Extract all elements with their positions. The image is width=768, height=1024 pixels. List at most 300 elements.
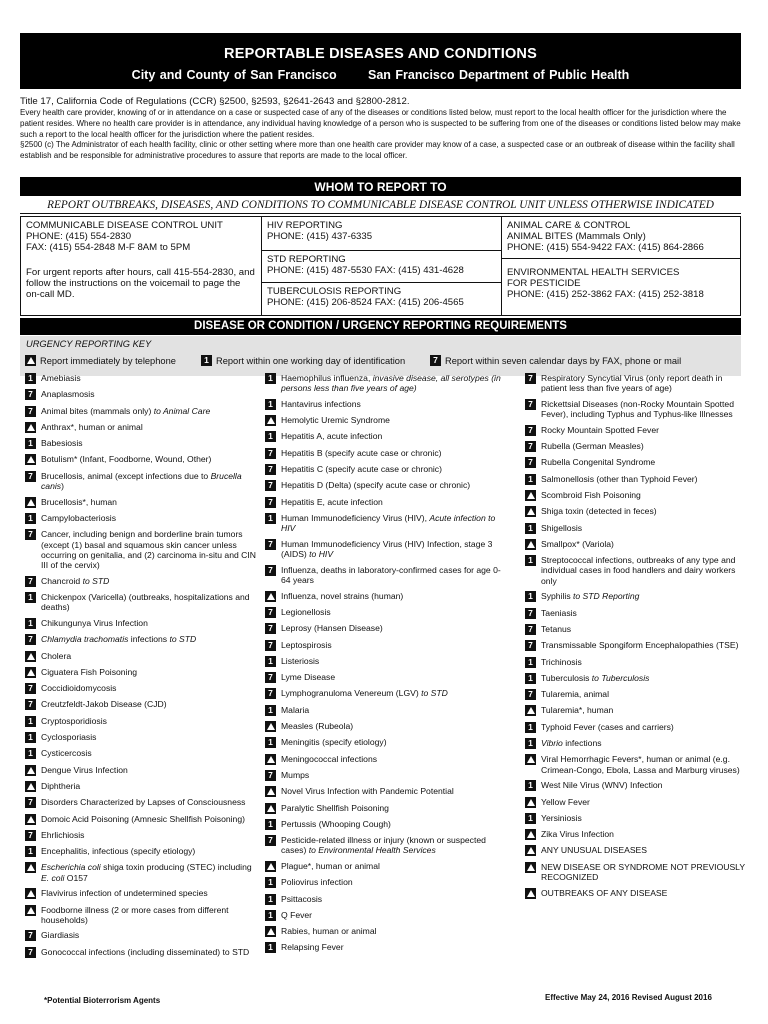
disease-item [25, 781, 257, 792]
disease-item [265, 737, 510, 748]
seven-day-icon: 7 [265, 448, 276, 459]
disease-name: Influenza, deaths in laboratory-confirmed cases for age 0-64 years [281, 564, 501, 586]
disease-item [525, 673, 745, 684]
seven-day-icon: 7 [525, 441, 536, 452]
disease-name: Dengue Virus Infection [41, 764, 128, 775]
seven-day-icon: 7 [25, 699, 36, 710]
one-day-icon: 1 [265, 513, 276, 524]
disease-name: Human Immunodeficiency Virus (HIV) Infection, stage 3 (AIDS) to HIV [281, 538, 493, 560]
disease-item [265, 721, 510, 732]
disease-name: Encephalitis, infectious (specify etiology) [41, 846, 196, 857]
disease-item [525, 754, 745, 775]
disease-name: Syphilis to STD Reporting [541, 591, 640, 602]
disease-item [25, 699, 257, 710]
seven-day-icon: 7 [265, 539, 276, 550]
disease-item [25, 513, 257, 524]
disease-item [25, 497, 257, 508]
one-day-icon: 1 [25, 748, 36, 759]
disease-item [265, 835, 510, 856]
disease-item [525, 608, 745, 619]
one-day-icon: 1 [25, 618, 36, 629]
seven-day-icon: 7 [265, 607, 276, 618]
disease-name: Rickettsial Diseases (non-Rocky Mountain Spotted Fever), including Typhus and Typhus-like Illnesses [541, 398, 734, 420]
disease-name: Ciguatera Fish Poisoning [41, 666, 138, 677]
disease-name: Q Fever [281, 909, 313, 920]
contact-name: TUBERCULOSIS REPORTING [267, 286, 402, 297]
disease-item [525, 441, 745, 452]
disease-name: Meningitis (specify etiology) [281, 737, 387, 748]
disease-name: Haemophilus influenza, invasive disease, all serotypes (in persons less than five years of age) [281, 373, 501, 394]
disease-item [25, 888, 257, 899]
disease-item [25, 634, 257, 645]
disease-header: DISEASE OR CONDITION / URGENCY REPORTING REQUIREMENTS [20, 318, 741, 335]
disease-item [525, 689, 745, 700]
seven-day-icon: 7 [25, 683, 36, 694]
title-banner [20, 33, 741, 89]
one-day-icon: 1 [265, 819, 276, 830]
seven-day-icon: 7 [25, 471, 36, 482]
disease-name: Yellow Fever [541, 796, 590, 807]
disease-item [265, 431, 510, 442]
disease-name: Rubella Congenital Syndrome [541, 457, 656, 468]
contact-phone: PHONE: (415) 487-5530 FAX: (415) 431-4628 [267, 265, 464, 277]
disease-item [25, 748, 257, 759]
disease-name: Shigellosis [541, 522, 583, 533]
disease-item [265, 399, 510, 410]
disease-name: Poliovirus infection [281, 877, 353, 888]
disease-name: Streptococcal infections, outbreaks of any type and individual cases in food handlers and dairy workers only [541, 555, 736, 586]
seven-day-icon: 7 [25, 947, 36, 958]
disease-item [265, 910, 510, 921]
report-immediately-icon [25, 862, 36, 873]
one-day-icon: 1 [525, 523, 536, 534]
intro-text [20, 96, 741, 162]
disease-item [525, 555, 745, 586]
disease-item [525, 373, 745, 394]
disease-name: Psittacosis [281, 893, 323, 904]
contact-name: STD REPORTING [267, 254, 346, 265]
one-day-icon: 1 [25, 716, 36, 727]
disease-item [265, 926, 510, 937]
key-seven-day [430, 355, 681, 366]
one-day-icon: 1 [25, 513, 36, 524]
one-day-icon: 1 [525, 738, 536, 749]
disease-item [525, 797, 745, 808]
seven-day-icon: 7 [25, 576, 36, 587]
seven-day-icon: 7 [525, 640, 536, 651]
report-immediately-icon [25, 454, 36, 465]
disease-name: Rocky Mountain Spotted Fever [541, 424, 659, 435]
disease-name: Smallpox* (Variola) [541, 538, 614, 549]
disease-item [525, 829, 745, 840]
disease-item [25, 454, 257, 465]
disease-item [525, 399, 745, 420]
disease-name: Cysticercosis [41, 748, 92, 759]
seven-day-icon: 7 [265, 835, 276, 846]
disease-item [25, 438, 257, 449]
disease-item [265, 539, 510, 560]
one-day-icon: 1 [265, 737, 276, 748]
contact-phone: PHONE: (415) 437-6335 [267, 231, 373, 243]
report-immediately-icon [265, 591, 276, 602]
one-day-icon: 1 [525, 474, 536, 485]
disease-name: NEW DISEASE OR SYNDROME NOT PREVIOUSLY RECOGNIZED [541, 861, 745, 882]
one-day-icon: 1 [265, 399, 276, 410]
disease-item [25, 529, 257, 570]
disease-item [525, 845, 745, 856]
report-immediately-icon [265, 721, 276, 732]
disease-name: Zika Virus Infection [541, 829, 614, 840]
disease-column-1 [25, 373, 257, 963]
contact-fax: FAX: (415) 554-2848 M-F 8AM to 5PM [26, 242, 191, 254]
disease-name: Hepatitis D (Delta) (specify acute case or chronic) [281, 480, 471, 491]
disease-name: Rabies, human or animal [281, 926, 377, 937]
disease-item [525, 474, 745, 485]
disease-name: Coccidioidomycosis [41, 683, 117, 694]
disease-item [25, 576, 257, 587]
disease-name: Anthrax*, human or animal [41, 421, 143, 432]
disease-item [265, 770, 510, 781]
disease-name: Transmissable Spongiform Encephalopathies (TSE) [541, 640, 739, 651]
report-instruction: REPORT OUTBREAKS, DISEASES, AND CONDITIONS TO COMMUNICABLE DISEASE CONTROL UNIT UNLESS OTHERWISE INDICATED [20, 199, 741, 214]
disease-item [525, 657, 745, 668]
disease-name: ANY UNUSUAL DISEASES [541, 845, 648, 856]
disease-name: Measles (Rubeola) [281, 721, 354, 732]
disease-name: Cancer, including benign and borderline brain tumors (except (1) basal and squamous skin cancer unless occurring on genitalia, and (2) carcinoma in-situ and CIN III of the cervix) [41, 529, 256, 571]
disease-name: Hantavirus infections [281, 398, 361, 409]
seven-day-icon: 7 [525, 608, 536, 619]
one-day-icon: 1 [525, 673, 536, 684]
disease-item [265, 513, 510, 534]
disease-name: Listeriosis [281, 655, 320, 666]
contact-hiv [262, 217, 502, 251]
footer-effective-date: Effective May 24, 2016 Revised August 2016 [545, 993, 712, 1002]
disease-item [25, 947, 257, 958]
urgency-key [20, 336, 741, 376]
disease-name: Domoic Acid Poisoning (Amnesic Shellfish Poisoning) [41, 813, 245, 824]
disease-name: Typhoid Fever (cases and carriers) [541, 721, 674, 732]
seven-day-icon: 7 [265, 480, 276, 491]
report-immediately-icon [25, 765, 36, 776]
disease-name: Diphtheria [41, 780, 81, 791]
contact-name: COMMUNICABLE DISEASE CONTROL UNIT [26, 220, 223, 231]
disease-item [25, 846, 257, 857]
report-immediately-icon [25, 422, 36, 433]
contact-env-health [502, 259, 740, 315]
key-seven-day-label: Report within seven calendar days by FAX, phone or mail [445, 355, 682, 366]
disease-name: West Nile Virus (WNV) Infection [541, 780, 663, 791]
disease-item [525, 523, 745, 534]
report-immediately-icon [525, 754, 536, 765]
disease-name: Chlamydia trachomatis infections to STD [41, 634, 197, 645]
key-immediate [25, 355, 176, 366]
contact-sub: FOR PESTICIDE [507, 278, 581, 290]
contact-tb [262, 283, 502, 315]
disease-name: Lyme Disease [281, 672, 336, 683]
report-immediately-icon [25, 667, 36, 678]
disease-name: Leptospirosis [281, 639, 332, 650]
disease-name: Lymphogranuloma Venereum (LGV) to STD [281, 688, 448, 699]
disease-item [25, 422, 257, 433]
disease-name: Amebiasis [41, 373, 81, 383]
one-day-icon: 1 [265, 942, 276, 953]
disease-item [25, 406, 257, 417]
disease-name: Babesiosis [41, 438, 83, 449]
disease-item [25, 683, 257, 694]
disease-item [265, 861, 510, 872]
seven-day-icon: 7 [430, 355, 441, 366]
seven-day-icon: 7 [525, 457, 536, 468]
disease-name: Botulism* (Infant, Foodborne, Wound, Other) [41, 454, 212, 465]
disease-item [525, 506, 745, 517]
disease-item [265, 607, 510, 618]
disease-item [265, 448, 510, 459]
intro-paragraph: Every health care provider, knowing of or in attendance on a case or suspected case of any of the diseases or conditions listed below, must report to the local health officer for the jurisdiction where the patient resides. Where no health care provider is in attendance, any individual having knowledge of a person who is suspected to be suffering from one of the diseases or conditions listed below may make such a report to the local health officer for the jurisdiction where the patient resides. [20, 108, 741, 139]
report-immediately-icon [25, 651, 36, 662]
disease-item [265, 688, 510, 699]
disease-name: Mumps [281, 769, 310, 780]
disease-name: Leprosy (Hansen Disease) [281, 623, 383, 634]
disease-name: Trichinosis [541, 656, 582, 667]
disease-item [525, 813, 745, 824]
disease-name: Paralytic Shellfish Poisoning [281, 802, 389, 813]
seven-day-icon: 7 [525, 425, 536, 436]
disease-name: Brucellosis*, human [41, 496, 117, 507]
one-day-icon: 1 [25, 438, 36, 449]
disease-name: Ehrlichiosis [41, 829, 85, 840]
disease-name: Pesticide-related illness or injury (known or suspected cases) to Environmental Health Services [281, 835, 486, 856]
contact-sub: ANIMAL BITES (Mammals Only) [507, 231, 646, 243]
disease-name: Tularemia, animal [541, 689, 609, 700]
urgency-key-title: URGENCY REPORTING KEY [26, 339, 152, 349]
disease-name: Influenza, novel strains (human) [281, 590, 404, 601]
subtitle-left: City and County of San Francisco [131, 68, 337, 82]
report-immediately-icon [265, 754, 276, 765]
disease-item [25, 651, 257, 662]
one-day-icon: 1 [265, 894, 276, 905]
contact-urgent: For urgent reports after hours, call 415-554-2830, and follow the instructions on the voicemail to page the on-call MD. [26, 266, 255, 301]
disease-item [265, 591, 510, 602]
disease-name: Tetanus [541, 623, 572, 634]
disease-name: Legionellosis [281, 606, 331, 617]
report-immediately-icon [525, 539, 536, 550]
report-immediately-icon [525, 705, 536, 716]
disease-item [265, 373, 510, 394]
one-day-icon: 1 [525, 813, 536, 824]
disease-item [525, 780, 745, 791]
one-day-icon: 1 [25, 732, 36, 743]
one-day-icon: 1 [525, 591, 536, 602]
one-day-icon: 1 [265, 877, 276, 888]
seven-day-icon: 7 [525, 399, 536, 410]
disease-name: Hemolytic Uremic Syndrome [281, 415, 390, 426]
page-subtitle [20, 62, 741, 82]
disease-name: Tularemia*, human [541, 705, 614, 716]
disease-name: Creutzfeldt-Jakob Disease (CJD) [41, 699, 167, 710]
disease-name: Hepatitis B (specify acute case or chronic) [281, 447, 442, 458]
disease-item [525, 862, 745, 883]
contact-name: HIV REPORTING [267, 220, 343, 231]
contact-animal-care [502, 217, 740, 259]
disease-item [265, 803, 510, 814]
disease-column-2 [265, 373, 510, 959]
disease-name: Escherichia coli shiga toxin producing (STEC) including E. coli O157 [41, 862, 252, 883]
contact-std [262, 251, 502, 283]
seven-day-icon: 7 [265, 464, 276, 475]
seven-day-icon: 7 [25, 634, 36, 645]
disease-item [265, 672, 510, 683]
seven-day-icon: 7 [25, 797, 36, 808]
disease-name: Cholera [41, 650, 72, 661]
disease-name: Shiga toxin (detected in feces) [541, 506, 657, 517]
disease-name: Animal bites (mammals only) to Animal Care [41, 405, 211, 416]
disease-name: Respiratory Syncytial Virus (only report death in patient less than five years of age) [541, 373, 723, 394]
report-immediately-icon [525, 862, 536, 873]
disease-name: Human Immunodeficiency Virus (HIV), Acute infection to HIV [281, 512, 496, 534]
report-immediately-icon [525, 490, 536, 501]
disease-item [25, 830, 257, 841]
disease-item [265, 640, 510, 651]
disease-item [525, 490, 745, 501]
disease-name: Rubella (German Measles) [541, 441, 644, 452]
report-immediately-icon [525, 506, 536, 517]
disease-column-3 [525, 373, 745, 904]
contact-name: ANIMAL CARE & CONTROL [507, 220, 631, 231]
one-day-icon: 1 [265, 705, 276, 716]
disease-item [25, 905, 257, 926]
disease-item [25, 797, 257, 808]
report-immediately-icon [265, 786, 276, 797]
disease-name: Hepatitis E, acute infection [281, 496, 383, 507]
disease-name: OUTBREAKS OF ANY DISEASE [541, 887, 668, 898]
report-immediately-icon [525, 829, 536, 840]
key-one-day [201, 355, 405, 366]
seven-day-icon: 7 [525, 624, 536, 635]
disease-item [525, 722, 745, 733]
seven-day-icon: 7 [25, 930, 36, 941]
one-day-icon: 1 [265, 656, 276, 667]
report-immediately-icon [265, 415, 276, 426]
disease-item [25, 389, 257, 400]
disease-item [525, 888, 745, 899]
disease-item [525, 624, 745, 635]
disease-item [265, 786, 510, 797]
disease-item [25, 592, 257, 613]
seven-day-icon: 7 [265, 640, 276, 651]
disease-item [265, 415, 510, 426]
whom-header: WHOM TO REPORT TO [20, 177, 741, 196]
seven-day-icon: 7 [25, 529, 36, 540]
disease-item [265, 754, 510, 765]
seven-day-icon: 7 [525, 689, 536, 700]
disease-item [25, 667, 257, 678]
disease-name: Salmonellosis (other than Typhoid Fever) [541, 473, 698, 484]
disease-name: Vibrio infections [541, 738, 602, 749]
one-day-icon: 1 [525, 657, 536, 668]
key-one-day-label: Report within one working day of identification [216, 355, 406, 366]
disease-name: Gonococcal infections (including disseminated) to STD [41, 946, 250, 957]
disease-item [525, 425, 745, 436]
one-day-icon: 1 [25, 846, 36, 857]
disease-name: Taeniasis [541, 607, 577, 618]
disease-item [265, 656, 510, 667]
one-day-icon: 1 [201, 355, 212, 366]
disease-name: Chancroid to STD [41, 575, 110, 586]
seven-day-icon: 7 [265, 672, 276, 683]
disease-item [265, 565, 510, 586]
disease-name: Hepatitis A, acute infection [281, 431, 383, 442]
one-day-icon: 1 [25, 592, 36, 603]
one-day-icon: 1 [265, 910, 276, 921]
disease-item [25, 930, 257, 941]
disease-item [265, 877, 510, 888]
disease-name: Campylobacteriosis [41, 512, 116, 523]
disease-name: Anaplasmosis [41, 389, 95, 400]
one-day-icon: 1 [525, 555, 536, 566]
report-immediately-icon [265, 861, 276, 872]
contact-phone: PHONE: (415) 554-2830 [26, 231, 132, 243]
seven-day-icon: 7 [265, 623, 276, 634]
report-immediately-icon [25, 905, 36, 916]
disease-item [525, 705, 745, 716]
contact-cdcu [21, 217, 262, 315]
contacts-table [20, 216, 741, 316]
contact-phone: PHONE: (415) 554-9422 FAX: (415) 864-2866 [507, 242, 704, 254]
disease-name: Scombroid Fish Poisoning [541, 489, 641, 500]
report-immediately-icon [25, 814, 36, 825]
disease-name: Novel Virus Infection with Pandemic Potential [281, 786, 454, 797]
one-day-icon: 1 [25, 373, 36, 384]
disease-item [525, 591, 745, 602]
report-immediately-icon [25, 888, 36, 899]
disease-name: Meningococcal infections [281, 753, 378, 764]
disease-item [25, 862, 257, 883]
disease-name: Plague*, human or animal [281, 860, 380, 871]
disease-item [525, 738, 745, 749]
disease-name: Hepatitis C (specify acute case or chronic) [281, 464, 442, 475]
disease-name: Foodborne illness (2 or more cases from different households) [41, 904, 229, 925]
disease-name: Giardiasis [41, 930, 80, 941]
report-immediately-icon [25, 497, 36, 508]
seven-day-icon: 7 [25, 830, 36, 841]
seven-day-icon: 7 [265, 770, 276, 781]
disease-item [25, 471, 257, 492]
disease-item [25, 814, 257, 825]
seven-day-icon: 7 [25, 406, 36, 417]
one-day-icon: 1 [525, 780, 536, 791]
report-immediately-icon [25, 781, 36, 792]
disease-item [265, 819, 510, 830]
disease-name: Cryptosporidiosis [41, 715, 107, 726]
contact-phone: PHONE: (415) 252-3862 FAX: (415) 252-3818 [507, 289, 704, 301]
one-day-icon: 1 [525, 722, 536, 733]
disease-name: Tuberculosis to Tuberculosis [541, 672, 650, 683]
disease-item [525, 457, 745, 468]
disease-item [25, 373, 257, 384]
disease-name: Disorders Characterized by Lapses of Consciousness [41, 797, 246, 808]
disease-name: Chikungunya Virus Infection [41, 617, 148, 628]
disease-item [25, 618, 257, 629]
disease-item [265, 480, 510, 491]
seven-day-icon: 7 [265, 688, 276, 699]
disease-item [525, 640, 745, 651]
disease-item [265, 942, 510, 953]
triangle-icon [25, 355, 36, 366]
report-immediately-icon [525, 888, 536, 899]
disease-name: Brucellosis, animal (except infections due to Brucella canis) [41, 470, 242, 492]
key-immediate-label: Report immediately by telephone [40, 355, 176, 366]
subtitle-right: San Francisco Department of Public Health [368, 68, 630, 82]
